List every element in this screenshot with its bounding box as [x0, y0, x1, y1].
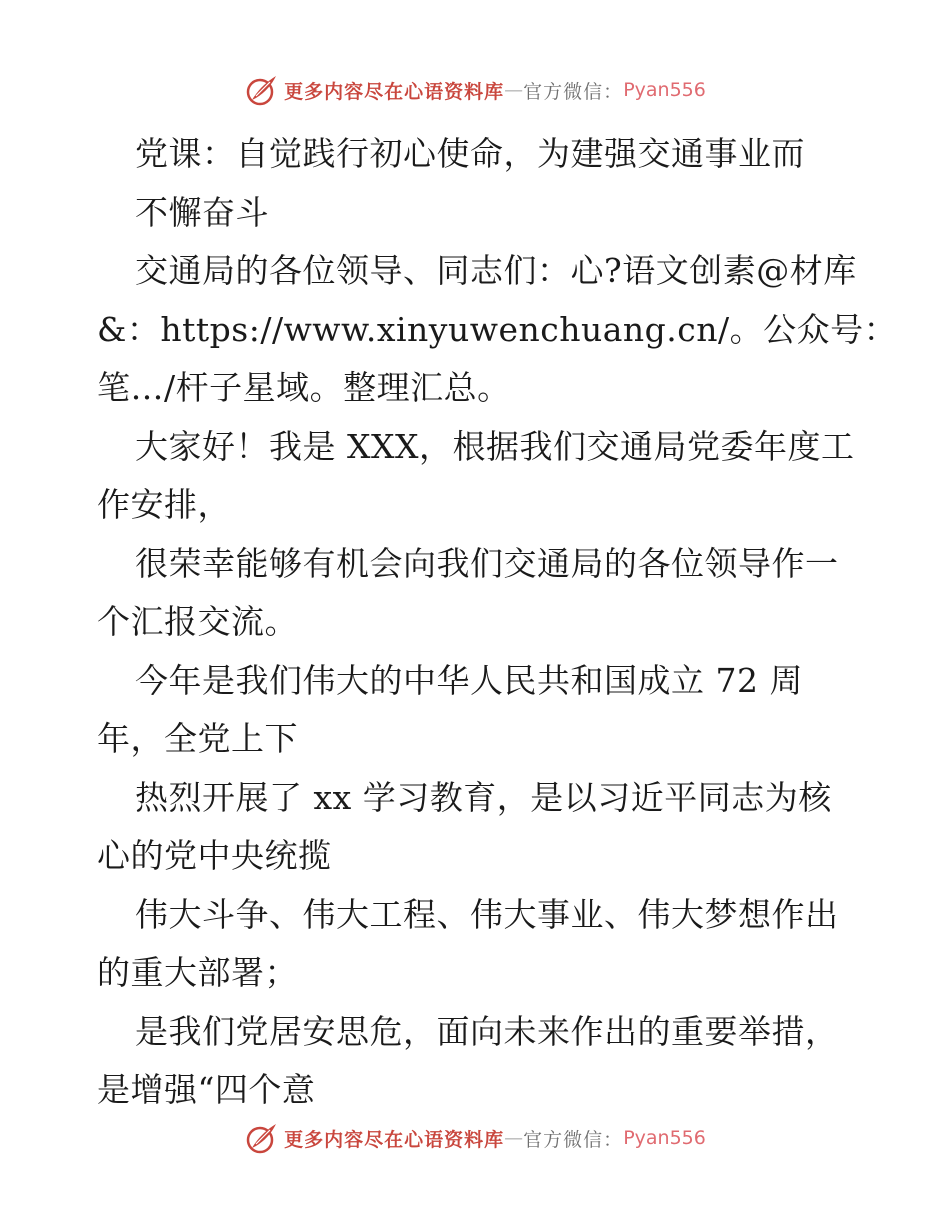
- header-banner: [0, 70, 950, 110]
- banner-wechat-id: Pyan556: [623, 79, 706, 101]
- document-body: [97, 125, 898, 1120]
- text-line: 很荣幸能够有机会向我们交通局的各位领导作一: [135, 543, 839, 583]
- banner-official-label: 官方微信：: [523, 1128, 624, 1151]
- quill-logo-icon: [244, 72, 280, 108]
- banner-wechat-id: Pyan556: [623, 1127, 706, 1149]
- banner-official-label: 官方微信：: [523, 80, 624, 103]
- text-line: 党课：自觉践行初心使命，为建强交通事业而: [135, 134, 805, 173]
- footer-banner: [0, 1118, 950, 1158]
- text-line: 笔…/杆子星域。整理汇总。: [97, 368, 511, 407]
- text-line: 交通局的各位领导、同志们：心?语文创素@材库: [135, 251, 857, 290]
- banner-separator: —: [504, 1127, 524, 1149]
- text-line: 年，全党上下: [97, 719, 298, 758]
- text-line: 伟大斗争、伟大工程、伟大事业、伟大梦想作出: [135, 894, 839, 934]
- text-line: 的重大部署；: [97, 953, 298, 992]
- text-line: 不懈奋斗: [135, 192, 269, 232]
- text-line: 大家好！我是 XXX，根据我们交通局党委年度工: [135, 426, 855, 466]
- text-line: 个汇报交流。: [97, 602, 298, 641]
- text-line: 热烈开展了 xx 学习教育，是以习近平同志为核: [135, 777, 832, 817]
- banner-separator: —: [504, 79, 524, 101]
- banner-main-text: 更多内容尽在心语资料库: [284, 80, 505, 103]
- text-line: 今年是我们伟大的中华人民共和国成立 72 周: [135, 660, 803, 700]
- text-line: 是增强“四个意: [97, 1070, 316, 1109]
- text-line: 是我们党居安思危，面向未来作出的重要举措，: [135, 1011, 839, 1051]
- text-line: 作安排，: [97, 485, 231, 524]
- quill-logo-icon: [244, 1120, 280, 1156]
- text-line: 心的党中央统揽: [97, 836, 332, 875]
- text-line: &：https://www.xinyuwenchuang.cn/。公众号：: [97, 309, 898, 349]
- banner-main-text: 更多内容尽在心语资料库: [284, 1128, 505, 1151]
